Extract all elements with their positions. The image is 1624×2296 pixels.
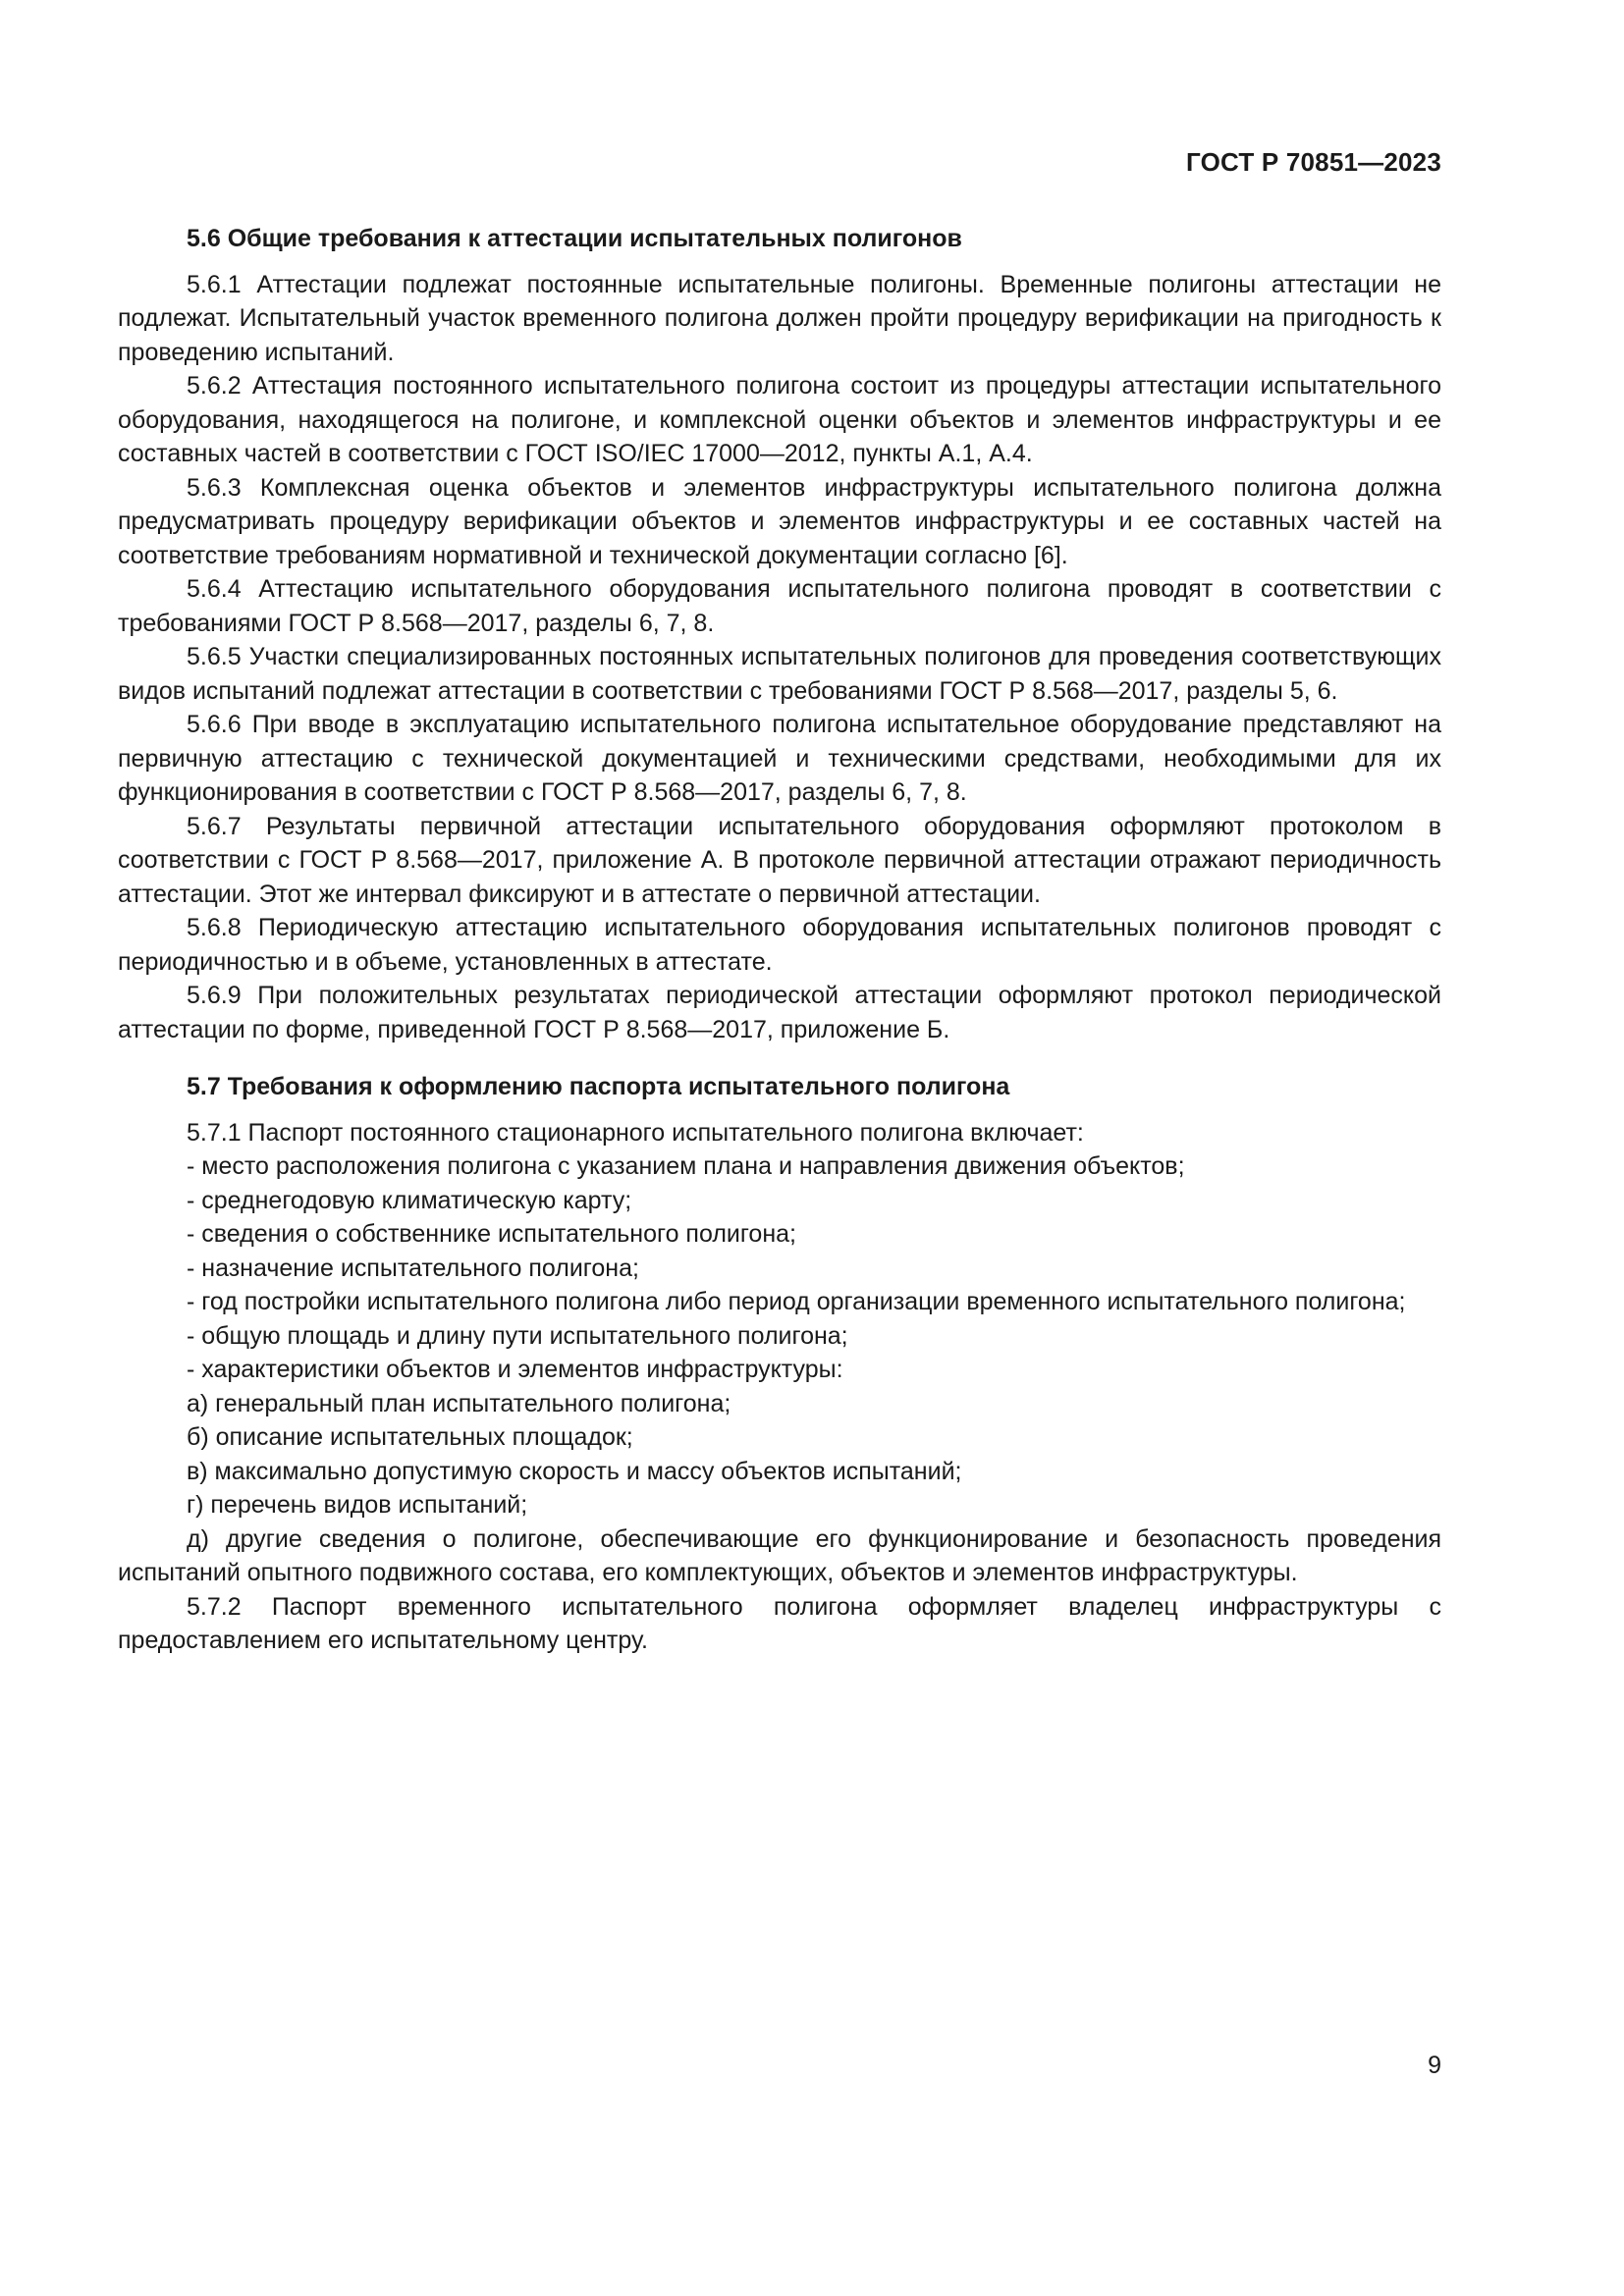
section-heading-5-6: 5.6 Общие требования к аттестации испытательных полигонов [187, 225, 962, 252]
section-heading-5-7: 5.7 Требования к оформлению паспорта испытательного полигона [187, 1073, 1010, 1100]
paragraph-5-6-2: 5.6.2 Аттестация постоянного испытательного полигона состоит из процедуры аттестации испытательного оборудования, находящегося на полигоне, и комплексной оценки объектов и элементов инфраструктуры и ее составных частей в соответствии с ГОСТ ISO/IEC 17000—2012, пункты А.1, А.4. [118, 372, 1441, 467]
page-number: 9 [1428, 2052, 1441, 2079]
dash-list-item: - среднегодовую климатическую карту; [187, 1186, 632, 1214]
letter-list-item: г) перечень видов испытаний; [187, 1491, 528, 1519]
document-body [118, 222, 1441, 1658]
paragraph-5-6-6: 5.6.6 При вводе в эксплуатацию испытательного полигона испытательное оборудование представляют на первичную аттестацию с технической документацией и техническими средствами, необходимыми для их функционирования в соответствии с ГОСТ Р 8.568—2017, разделы 6, 7, 8. [118, 711, 1441, 806]
paragraph-5-6-4: 5.6.4 Аттестацию испытательного оборудования испытательного полигона проводят в соответствии с требованиями ГОСТ Р 8.568—2017, разделы 6, 7, 8. [118, 575, 1441, 637]
paragraph-5-6-8: 5.6.8 Периодическую аттестацию испытательного оборудования испытательных полигонов проводят с периодичностью и в объеме, установленных в аттестате. [118, 914, 1441, 976]
paragraph-5-6-5: 5.6.5 Участки специализированных постоянных испытательных полигонов для проведения соответствующих видов испытаний подлежат аттестации в соответствии с требованиями ГОСТ Р 8.568—2017, разделы 5, 6. [118, 643, 1441, 705]
dash-list-item: - общую площадь и длину пути испытательного полигона; [187, 1321, 848, 1350]
paragraph-5-6-1: 5.6.1 Аттестации подлежат постоянные испытательные полигоны. Временные полигоны аттестации не подлежат. Испытательный участок временного полигона должен пройти процедуру верификации на пригодность к проведению испытаний. [118, 270, 1441, 366]
letter-list-item: в) максимально допустимую скорость и массу объектов испытаний; [187, 1457, 962, 1485]
dash-list-item: - назначение испытательного полигона; [187, 1254, 639, 1282]
paragraph-5-6-7: 5.6.7 Результаты первичной аттестации испытательного оборудования оформляют протоколом в соответствии с ГОСТ Р 8.568—2017, приложение А. В протоколе первичной аттестации отражают периодичность аттестации. Этот же интервал фиксируют и в аттестате о первичной аттестации. [118, 812, 1441, 908]
dash-list-item: - характеристики объектов и элементов инфраструктуры: [187, 1356, 843, 1383]
dash-list-item: - год постройки испытательного полигона либо период организации временного испытательного полигона; [187, 1288, 1406, 1315]
section-5-6 [118, 222, 1441, 1046]
paragraph-5-6-3: 5.6.3 Комплексная оценка объектов и элементов инфраструктуры испытательного полигона должна предусматривать процедуру верификации объектов и элементов инфраструктуры и ее составных частей на соответствие требованиям нормативной и технической документации согласно [6]. [118, 473, 1441, 569]
document-code: ГОСТ Р 70851—2023 [1186, 147, 1441, 177]
letter-list-item: д) другие сведения о полигоне, обеспечивающие его функционирование и безопасность проведения испытаний опытного подвижного состава, его комплектующих, объектов и элементов инфраструктуры. [118, 1524, 1441, 1586]
paragraph-5-7-1: 5.7.1 Паспорт постоянного стационарного испытательного полигона включает: [187, 1118, 1084, 1147]
paragraph-5-6-9: 5.6.9 При положительных результатах периодической аттестации оформляют протокол периодической аттестации по форме, приведенной ГОСТ Р 8.568—2017, приложение Б. [118, 982, 1441, 1043]
letter-list-item: б) описание испытательных площадок; [187, 1423, 633, 1451]
dash-list-item: - место расположения полигона с указанием плана и направления движения объектов; [187, 1152, 1185, 1180]
paragraph-5-7-2: 5.7.2 Паспорт временного испытательного полигона оформляет владелец инфраструктуры с предоставлением его испытательному центру. [118, 1592, 1441, 1654]
section-5-7 [118, 1070, 1441, 1658]
letter-list-item: а) генеральный план испытательного полигона; [187, 1389, 731, 1417]
dash-list-item: - сведения о собственнике испытательного полигона; [187, 1220, 796, 1248]
